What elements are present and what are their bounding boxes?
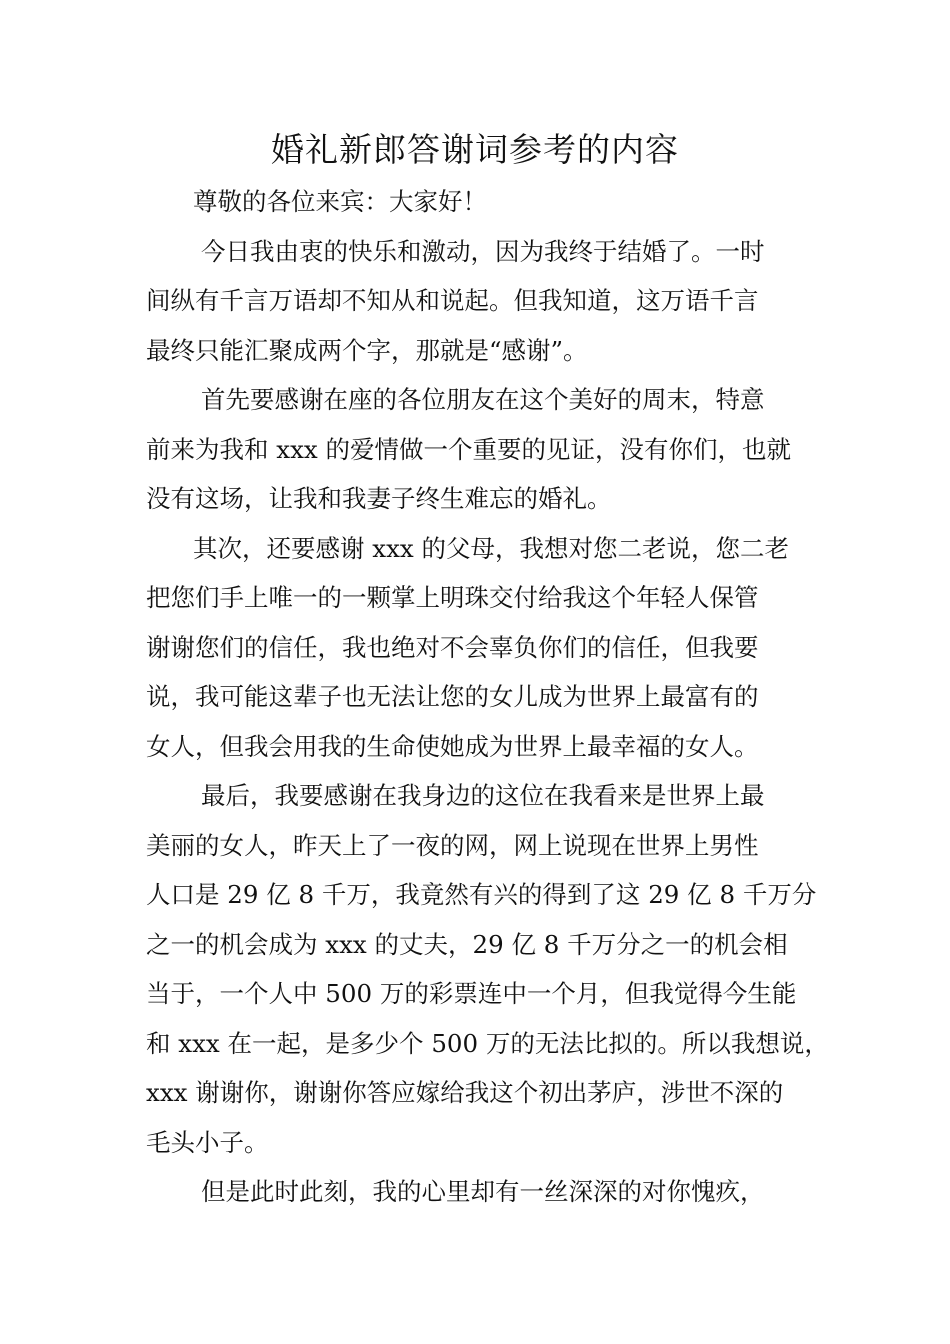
paragraph-4-line-7: xxx 谢谢你，谢谢你答应嫁给我这个初出茅庐，涉世不深的 — [146, 1078, 784, 1107]
paragraph-4-line-2: 美丽的女人，昨天上了一夜的网，网上说现在世界上男性 — [146, 830, 759, 860]
paragraph-1-line-3: 最终只能汇聚成两个字，那就是“感谢”。 — [146, 335, 588, 365]
salutation-line: 尊敬的各位来宾：大家好！ — [193, 187, 487, 216]
paragraph-2-line-1: 首先要感谢在座的各位朋友在这个美好的周末，特意 — [201, 385, 765, 414]
document-title: 婚礼新郎答谢词参考的内容 — [271, 130, 679, 169]
paragraph-3-line-3: 谢谢您们的信任，我也绝对不会辜负你们的信任，但我要 — [146, 632, 759, 662]
paragraph-3-line-4: 说，我可能这辈子也无法让您的女儿成为世界上最富有的 — [146, 682, 759, 711]
paragraph-4-line-5: 当于，一个人中 500 万的彩票连中一个月，但我觉得今生能 — [146, 979, 797, 1008]
paragraph-5-line-1: 但是此时此刻，我的心里却有一丝深深的对你愧疚， — [201, 1177, 765, 1206]
paragraph-3-line-2: 把您们手上唯一的一颗掌上明珠交付给我这个年轻人保管 — [146, 583, 759, 612]
paragraph-2-line-2: 前来为我和 xxx 的爱情做一个重要的见证，没有你们，也就 — [146, 434, 792, 464]
paragraph-3-line-5: 女人，但我会用我的生命使她成为世界上最幸福的女人。 — [146, 731, 759, 761]
paragraph-2-line-3: 没有这场，让我和我妻子终生难忘的婚礼。 — [146, 484, 612, 513]
paragraph-4-line-6: 和 xxx 在一起，是多少个 500 万的无法比拟的。所以我想说， — [146, 1028, 829, 1058]
paragraph-1-line-1: 今日我由衷的快乐和激动，因为我终于结婚了。一时 — [201, 236, 765, 266]
paragraph-4-line-8: 毛头小子。 — [146, 1127, 269, 1157]
paragraph-3-line-1: 其次，还要感谢 xxx 的父母，我想对您二老说，您二老 — [193, 533, 790, 563]
paragraph-1-line-2: 间纵有千言万语却不知从和说起。但我知道，这万语千言 — [146, 286, 759, 315]
paragraph-4-line-1: 最后，我要感谢在我身边的这位在我看来是世界上最 — [201, 781, 765, 810]
paragraph-4-line-3: 人口是 29 亿 8 千万，我竟然有兴的得到了这 29 亿 8 千万分 — [146, 880, 817, 909]
document-body — [146, 177, 829, 1217]
paragraph-4-line-4: 之一的机会成为 xxx 的丈夫，29 亿 8 千万分之一的机会相 — [146, 929, 788, 959]
